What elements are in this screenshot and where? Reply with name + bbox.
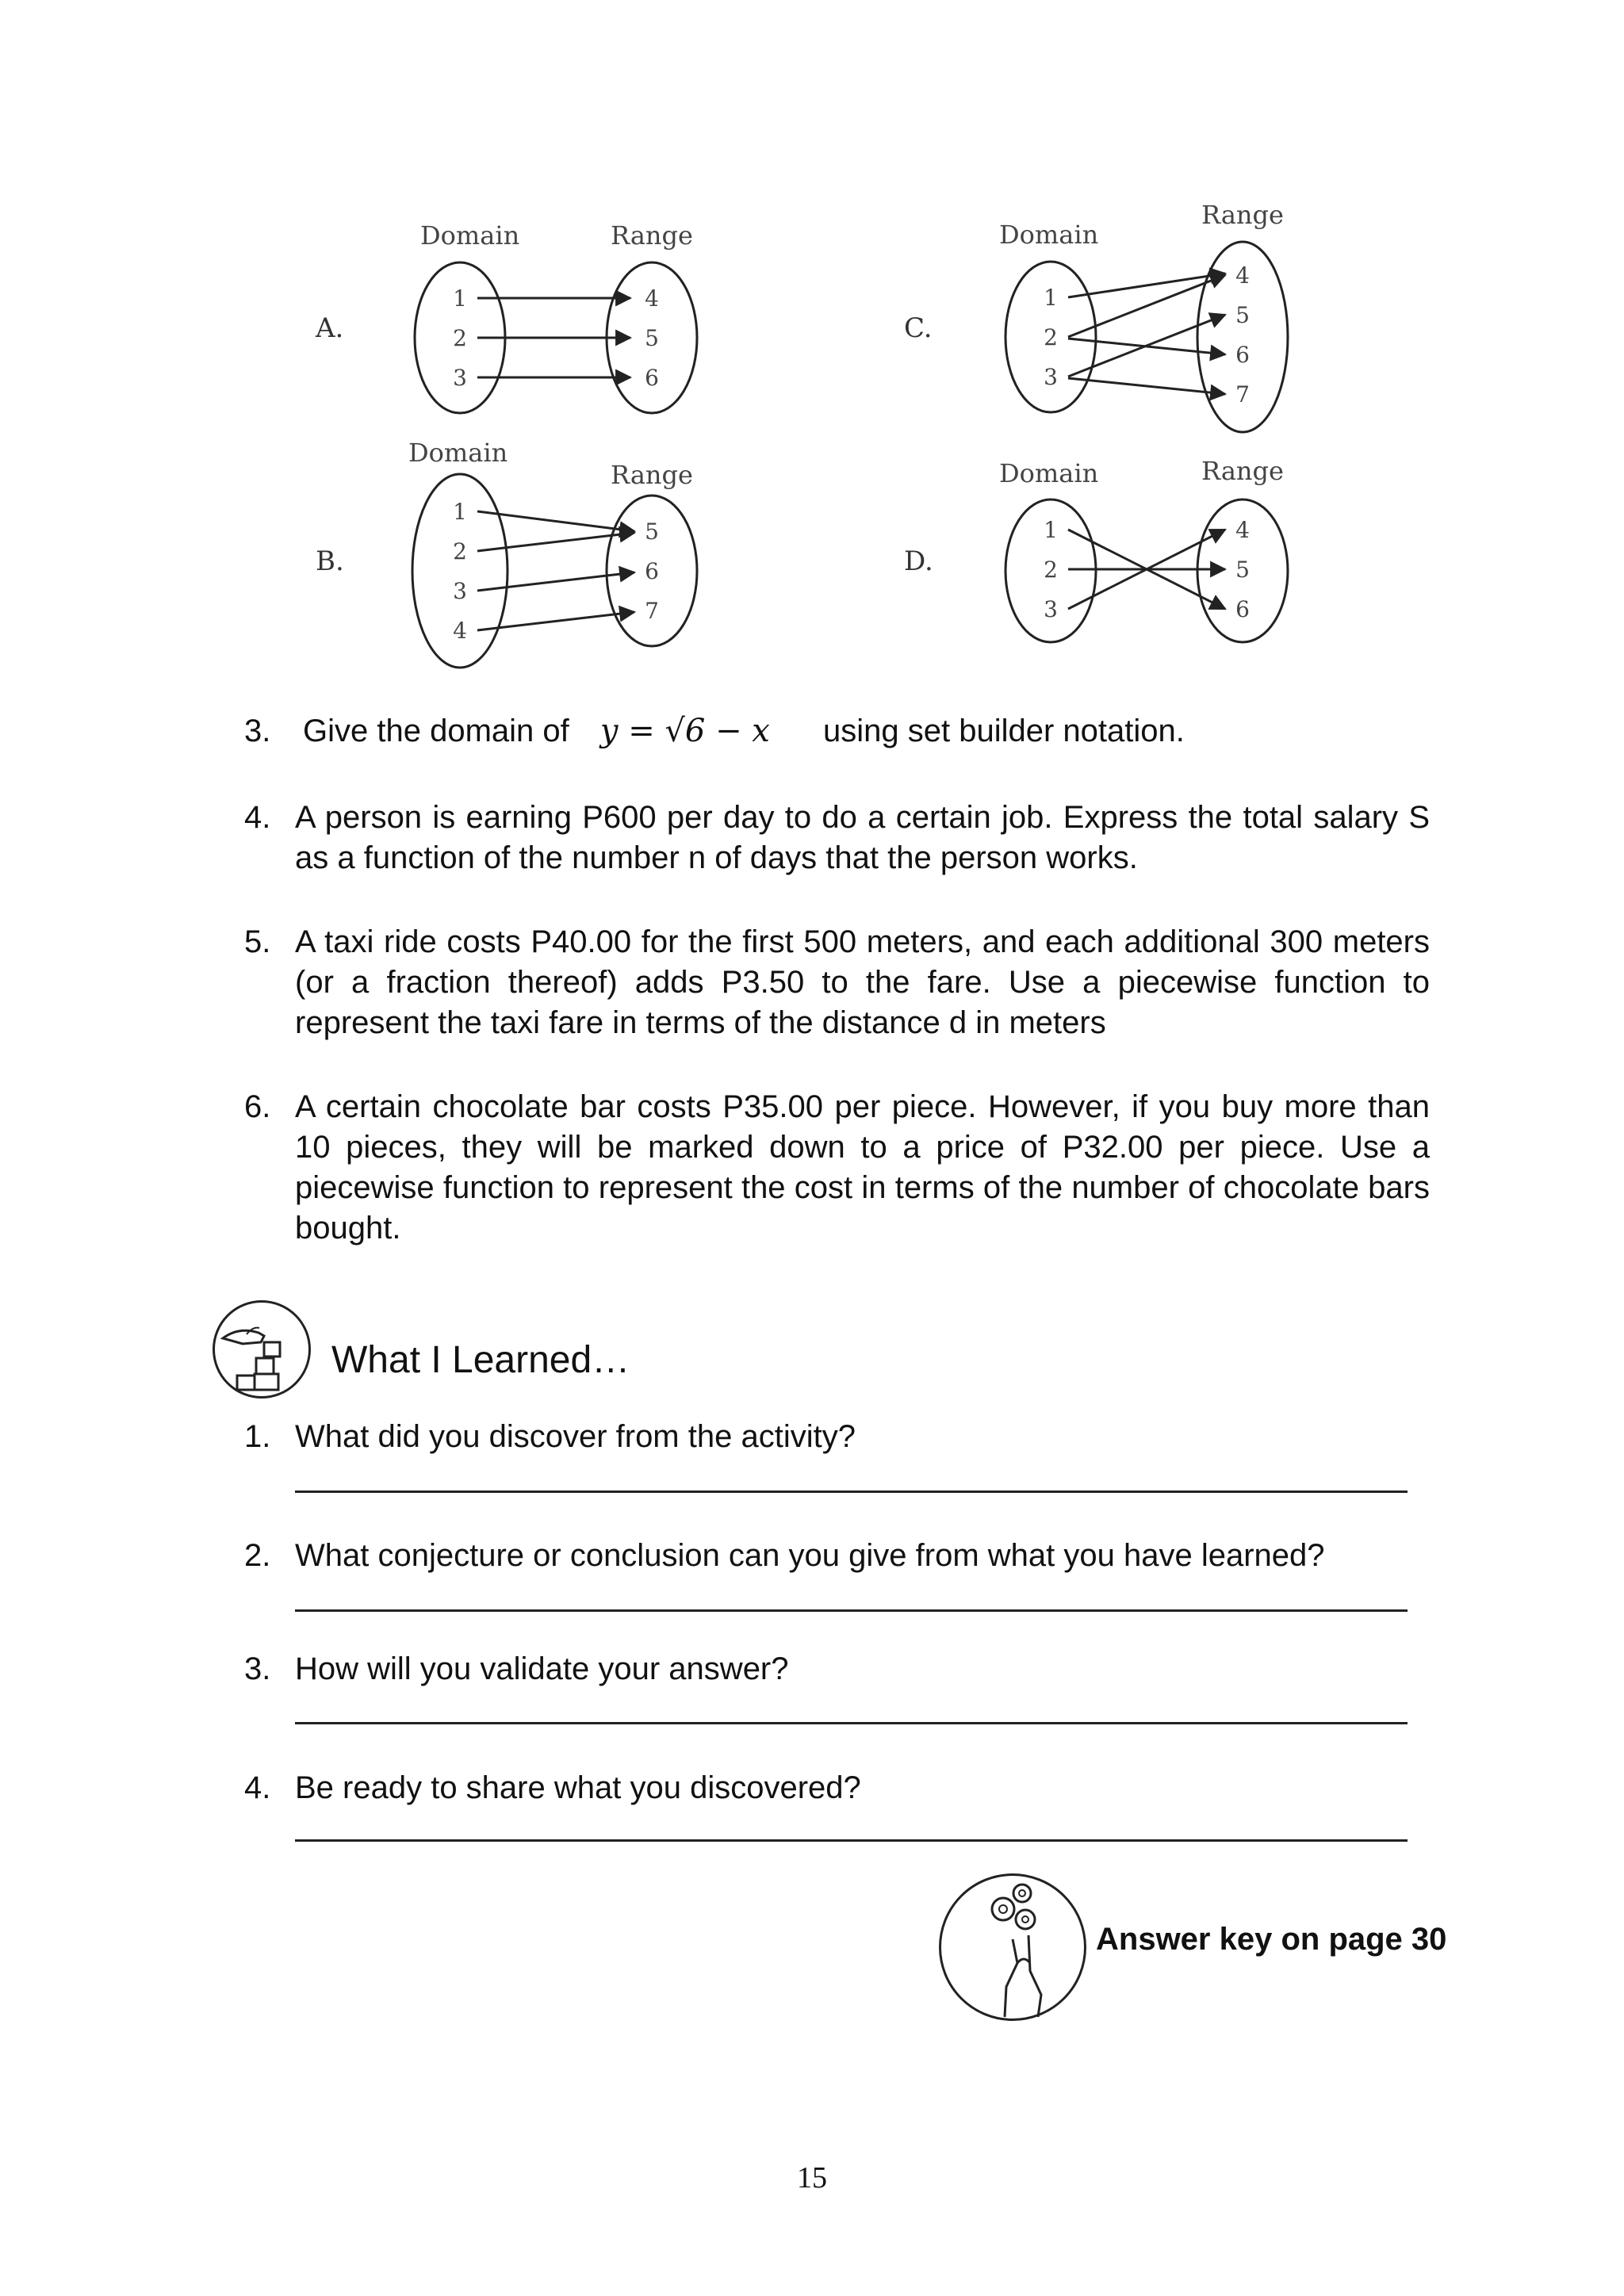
domain-value: 4	[453, 618, 467, 644]
item-number: 4.	[244, 1770, 271, 1805]
answer-key-note: Answer key on page 30	[1096, 1922, 1447, 1957]
question-number: 6.	[244, 1089, 271, 1124]
range-value: 5	[645, 519, 659, 545]
hand-holding-gears-icon	[939, 1873, 1086, 2021]
question-number: 4.	[244, 800, 271, 835]
learned-item	[244, 1417, 1430, 1457]
question-text: A certain chocolate bar costs P35.00 per piece. However, if you buy more than 10 pieces, they will be marked down to a price of P32.00 per piece. Use a piecewise function to represent the cost in terms of the number of chocolate bars bought.	[295, 1089, 1430, 1246]
what-i-learned-heading: What I Learned…	[331, 1339, 630, 1381]
domain-value: 1	[1044, 517, 1058, 543]
range-value: 4	[645, 285, 659, 312]
range-title: Range	[611, 220, 693, 251]
range-value: 4	[1235, 262, 1250, 289]
item-number: 2.	[244, 1538, 271, 1573]
domain-title: Domain	[999, 458, 1099, 488]
question-5	[244, 922, 1430, 1043]
domain-title: Domain	[999, 220, 1099, 250]
question-text: Give the domain of	[303, 714, 569, 748]
question-number: 3.	[244, 714, 271, 748]
domain-value: 1	[1044, 285, 1058, 311]
range-value: 7	[645, 598, 659, 624]
page-number: 15	[797, 2161, 827, 2195]
item-text: What conjecture or conclusion can you give from what you have learned?	[295, 1538, 1325, 1573]
question-text: A taxi ride costs P40.00 for the first 500 meters, and each additional 300 meters (or a fraction thereof) adds P3.50 to the fare. Use a piecewise function to represent the taxi fare in terms of the distance d in meters	[295, 924, 1430, 1040]
answer-line[interactable]	[295, 1609, 1408, 1612]
domain-value: 3	[1044, 596, 1058, 622]
mapping-arrow	[477, 572, 634, 591]
question-number: 5.	[244, 924, 271, 959]
diagram-d-letter: D.	[904, 545, 933, 577]
learned-item	[244, 1536, 1430, 1576]
domain-value: 1	[453, 499, 467, 525]
answer-line[interactable]	[295, 1839, 1408, 1842]
domain-value: 3	[1044, 364, 1058, 390]
range-title: Range	[1201, 456, 1284, 486]
domain-title: Domain	[408, 438, 508, 468]
domain-value: 3	[453, 365, 467, 391]
domain-value: 2	[453, 538, 467, 564]
mapping-arrow	[1068, 315, 1225, 377]
question-4	[244, 798, 1430, 878]
math-expression: y = √6 − x	[599, 713, 770, 749]
mapping-diagram-b	[389, 428, 722, 666]
question-6	[244, 1087, 1430, 1249]
domain-value: 1	[453, 285, 467, 312]
range-value: 6	[645, 365, 659, 391]
item-text: How will you validate your answer?	[295, 1651, 789, 1686]
answer-line[interactable]	[295, 1722, 1408, 1724]
domain-value: 2	[1044, 557, 1058, 583]
diagram-c-letter: C.	[904, 312, 933, 344]
question-3	[244, 711, 1430, 752]
item-number: 3.	[244, 1651, 271, 1686]
learned-item	[244, 1649, 1430, 1689]
mapping-diagram-d	[979, 450, 1312, 688]
question-text: using set builder notation.	[822, 714, 1185, 748]
item-text: What did you discover from the activity?	[295, 1419, 856, 1454]
mapping-diagram-c	[979, 194, 1312, 432]
question-text: A person is earning P600 per day to do a certain job. Express the total salary S as a function of the number n of days that the person works.	[295, 800, 1430, 875]
range-value: 6	[1235, 596, 1250, 622]
range-value: 6	[645, 558, 659, 584]
range-title: Range	[611, 460, 693, 490]
range-value: 4	[1235, 517, 1250, 543]
mapping-diagram-a	[389, 212, 722, 450]
range-value: 5	[1235, 302, 1250, 328]
learned-item	[244, 1768, 1430, 1808]
hand-stacking-blocks-icon	[213, 1300, 311, 1399]
range-value: 7	[1235, 381, 1250, 408]
item-number: 1.	[244, 1419, 271, 1454]
answer-line[interactable]	[295, 1490, 1408, 1493]
domain-value: 2	[453, 325, 467, 351]
domain-value: 2	[1044, 324, 1058, 350]
item-text: Be ready to share what you discovered?	[295, 1770, 861, 1805]
range-title: Range	[1201, 200, 1284, 230]
domain-value: 3	[453, 578, 467, 604]
diagram-b-letter: B.	[316, 545, 344, 577]
domain-title: Domain	[420, 220, 520, 251]
range-value: 6	[1235, 342, 1250, 368]
range-value: 5	[645, 325, 659, 351]
diagram-a-letter: A.	[316, 312, 344, 344]
range-value: 5	[1235, 557, 1250, 583]
